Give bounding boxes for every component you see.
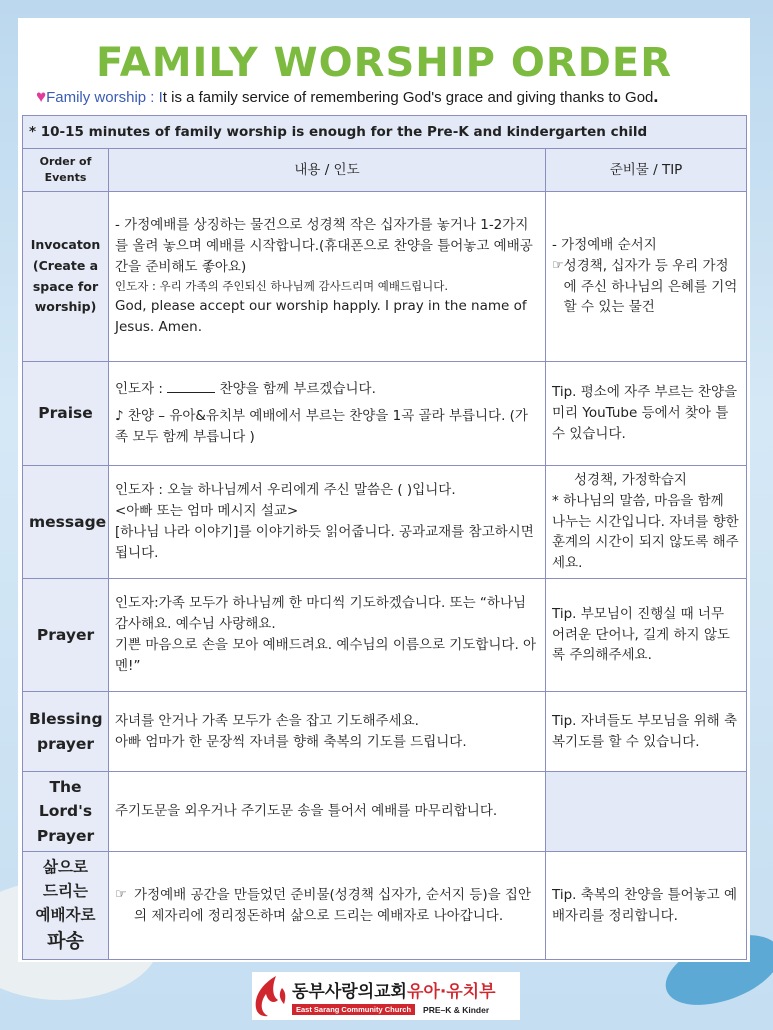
table-row <box>23 579 747 692</box>
header-order: Order of Events <box>23 149 109 192</box>
table-row <box>23 192 747 362</box>
order-cell: Invocaton (Create a space for worship) <box>23 192 109 362</box>
pointer-icon: ☞ <box>552 257 564 273</box>
table-note-row <box>23 116 747 149</box>
order-cell: Blessing prayer <box>23 692 109 772</box>
order-cell: message <box>23 466 109 579</box>
tip-cell <box>546 772 747 852</box>
content-cell: 자녀를 안거나 가족 모두가 손을 잡고 기도해주세요. 아빠 엄마가 한 문장씩 자녀를 향해 축복의 기도를 드립니다. <box>109 692 546 772</box>
order-cell: The Lord's Prayer <box>23 772 109 852</box>
table-note: * 10-15 minutes of family worship is enough for the Pre-K and kindergarten child <box>23 116 747 149</box>
church-logo <box>252 972 520 1020</box>
tip-cell: 성경책, 가정학습지 * 하나님의 말씀, 마음을 함께 나누는 시간입니다. 자녀를 향한 훈계의 시간이 되지 않도록 해주세요. <box>546 466 747 579</box>
pointer-icon: ☞ <box>115 886 127 902</box>
content-cell: 인도자 : 오늘 하나님께서 우리에게 주신 말씀은 ( )입니다. <아빠 또는 엄마 메시지 설교> [하나님 나라 이야기]를 이야기하듯 읽어줍니다. 공과교재를 참고하시면 됩니다. <box>109 466 546 579</box>
logo-main-text: 동부사랑의교회 <box>292 982 407 1002</box>
tip-cell: Tip. 자녀들도 부모님을 위해 축복기도를 할 수 있습니다. <box>546 692 747 772</box>
content-cell: 인도자:가족 모두가 하나님께 한 마디씩 기도하겠습니다. 또는 “하나님 감사해요. 예수님 사랑해요. 기쁜 마음으로 손을 모아 예배드려요. 예수님의 이름으로 기도합니다. 아멘!” <box>109 579 546 692</box>
subtitle-label: Family worship : I <box>46 89 163 106</box>
order-cell: Prayer <box>23 579 109 692</box>
logo-sub-text: PRE–K & Kinder <box>423 1004 490 1015</box>
subtitle <box>36 86 756 107</box>
content-cell: 인도자 : 찬양을 함께 부르겠습니다. ♪ 찬양 – 유아&유치부 예배에서 부르는 찬양을 1곡 골라 부릅니다. (가족 모두 함께 부릅니다 ) <box>109 362 546 466</box>
order-cell: Praise <box>23 362 109 466</box>
table-row <box>23 692 747 772</box>
header-content: 내용 / 인도 <box>109 149 546 192</box>
table-row <box>23 362 747 466</box>
blank-line <box>167 380 215 393</box>
table-row <box>23 772 747 852</box>
tip-cell: Tip. 평소에 자주 부르는 찬양을 미리 YouTube 등에서 찾아 틀 수 있습니다. <box>546 362 747 466</box>
heart-icon: ♥ <box>36 87 47 106</box>
table-row <box>23 466 747 579</box>
worship-order-table <box>22 115 747 960</box>
content-cell: 주기도문을 외우거나 주기도문 송을 틀어서 예배를 마무리합니다. <box>109 772 546 852</box>
order-cell: 삶으로 드리는 예배자로 파송 <box>23 852 109 960</box>
tip-cell: Tip. 부모님이 진행실 때 너무 어려운 단어나, 길게 하지 않도록 주의해주세요. <box>546 579 747 692</box>
table-header-row <box>23 149 747 192</box>
flame-logo-icon <box>252 974 288 1018</box>
logo-english-name: East Sarang Community Church <box>292 1004 415 1015</box>
page-title: FAMILY WORSHIP ORDER <box>96 40 672 86</box>
tip-cell: Tip. 축복의 찬양을 틀어놓고 예배자리를 정리합니다. <box>546 852 747 960</box>
logo-accent-text: 유아·유치부 <box>406 982 496 1002</box>
table-row <box>23 852 747 960</box>
header-tip: 준비물 / TIP <box>546 149 747 192</box>
content-cell: - 가정예배를 상징하는 물건으로 성경책 작은 십자가를 놓거나 1-2가지를 올려 놓으며 예배를 시작합니다.(휴대폰으로 찬양을 틀어놓고 예배공간을 준비해도 좋아요) 인도자 : 우리 가족의 주인되신 하나님께 감사드리며 예배드립니다. God, please accept our worship happly. I pray in the name of Jesus. Amen. <box>109 192 546 362</box>
subtitle-text: t is a family service of remembering God's grace and giving thanks to God <box>162 89 654 106</box>
subtitle-period: . <box>653 86 659 106</box>
tip-cell: - 가정예배 순서지 ☞ 성경책, 십자가 등 우리 가정에 주신 하나님의 은혜를 기억할 수 있는 물건 <box>546 192 747 362</box>
content-cell: ☞ 가정예배 공간을 만들었던 준비물(성경책 십자가, 순서지 등)을 집안의 제자리에 정리정돈하며 삶으로 드리는 예배자로 나아갑니다. <box>109 852 546 960</box>
